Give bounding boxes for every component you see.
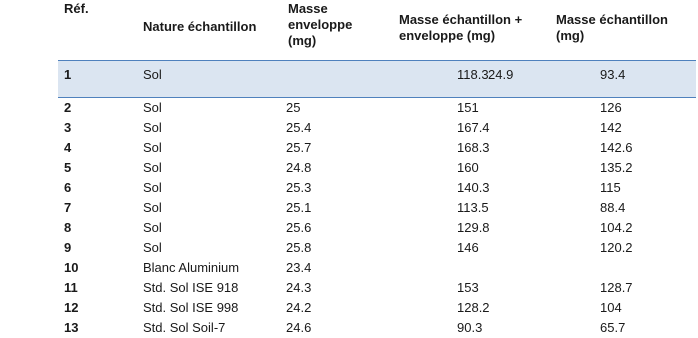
table-row (58, 97, 696, 118)
header-echantillon: Masse échantillon (mg) (550, 0, 696, 60)
cell-ref: 1 (58, 60, 137, 97)
cell-total: 146 (457, 239, 479, 255)
cell-total: 140.3 (457, 179, 490, 195)
cell-nature: Sol (143, 159, 162, 175)
cell-enveloppe: 24.9 (282, 60, 393, 97)
header-ref: Réf. (58, 0, 137, 60)
cell-enveloppe: 24.8 (286, 159, 312, 175)
cell-ref: 10 (64, 259, 79, 275)
cell-enveloppe: 25 (286, 99, 301, 115)
cell-ref: 12 (64, 299, 79, 315)
cell-nature: Sol (143, 139, 162, 155)
cell-total: 167.4 (457, 119, 490, 135)
cell-enveloppe: 24.3 (286, 279, 312, 295)
cell-nature: Std. Sol Soil-7 (143, 319, 226, 335)
table-row (58, 138, 696, 158)
cell-nature: Std. Sol ISE 918 (143, 279, 239, 295)
cell-enveloppe: 24.6 (286, 319, 312, 335)
header-total: Masse échantillon + enveloppe (mg) (393, 0, 550, 60)
cell-echantillon (550, 258, 696, 278)
cell-echantillon: 65.7 (600, 319, 626, 335)
cell-echantillon: 142 (600, 119, 622, 135)
cell-total: 128.2 (457, 299, 490, 315)
cell-nature: Blanc Aluminium (143, 259, 240, 275)
cell-enveloppe: 25.7 (286, 139, 312, 155)
cell-ref: 2 (64, 99, 72, 115)
cell-enveloppe: 25.6 (286, 219, 312, 235)
cell-nature: Sol (143, 199, 162, 215)
cell-total: 153 (457, 279, 479, 295)
cell-total: 168.3 (457, 139, 490, 155)
cell-ref: 6 (64, 179, 72, 195)
cell-total: 160 (457, 159, 479, 175)
sample-mass-table (58, 0, 696, 338)
cell-enveloppe: 23.4 (286, 259, 312, 275)
cell-echantillon: 93.4 (550, 60, 696, 97)
cell-echantillon: 104 (600, 299, 622, 315)
table-row (58, 118, 696, 138)
cell-total: 118.3 (393, 60, 550, 97)
cell-nature: Sol (143, 99, 162, 115)
table-row (58, 238, 696, 258)
cell-nature: Sol (137, 60, 282, 97)
cell-echantillon: 120.2 (600, 239, 633, 255)
cell-nature: Sol (143, 119, 162, 135)
cell-echantillon: 104.2 (600, 219, 633, 235)
cell-ref: 9 (64, 239, 72, 255)
cell-nature: Sol (143, 179, 162, 195)
table-row (58, 178, 696, 198)
table-row (58, 258, 696, 278)
cell-echantillon: 115 (600, 179, 621, 195)
cell-echantillon: 126 (600, 99, 622, 115)
cell-ref: 7 (64, 199, 72, 215)
table-row (58, 298, 696, 318)
cell-ref: 11 (64, 279, 78, 295)
cell-total: 129.8 (457, 219, 490, 235)
cell-ref: 4 (64, 139, 72, 155)
cell-echantillon: 88.4 (600, 199, 626, 215)
table-row (58, 218, 696, 238)
table-row (58, 60, 696, 97)
table-row (58, 318, 696, 338)
cell-echantillon: 142.6 (600, 139, 633, 155)
cell-ref: 8 (64, 219, 72, 235)
cell-enveloppe: 25.4 (286, 119, 312, 135)
cell-total: 90.3 (457, 319, 483, 335)
cell-total: 113.5 (457, 199, 489, 215)
table-row (58, 278, 696, 298)
cell-enveloppe: 25.1 (286, 199, 312, 215)
header-enveloppe: Masse enveloppe (mg) (282, 0, 393, 60)
table-header (58, 0, 696, 60)
cell-ref: 3 (64, 119, 72, 135)
cell-enveloppe: 24.2 (286, 299, 312, 315)
table-row (58, 158, 696, 178)
cell-enveloppe: 25.8 (286, 239, 312, 255)
cell-nature: Sol (143, 219, 162, 235)
cell-ref: 13 (64, 319, 79, 335)
cell-total (393, 258, 550, 278)
cell-echantillon: 135.2 (600, 159, 633, 175)
cell-enveloppe: 25.3 (286, 179, 312, 195)
cell-ref: 5 (64, 159, 72, 175)
table-row (58, 198, 696, 218)
cell-nature: Std. Sol ISE 998 (143, 299, 239, 315)
cell-nature: Sol (143, 239, 162, 255)
header-nature: Nature échantillon (137, 0, 282, 60)
table-body (58, 60, 696, 338)
cell-total: 151 (457, 99, 479, 115)
cell-echantillon: 128.7 (600, 279, 633, 295)
